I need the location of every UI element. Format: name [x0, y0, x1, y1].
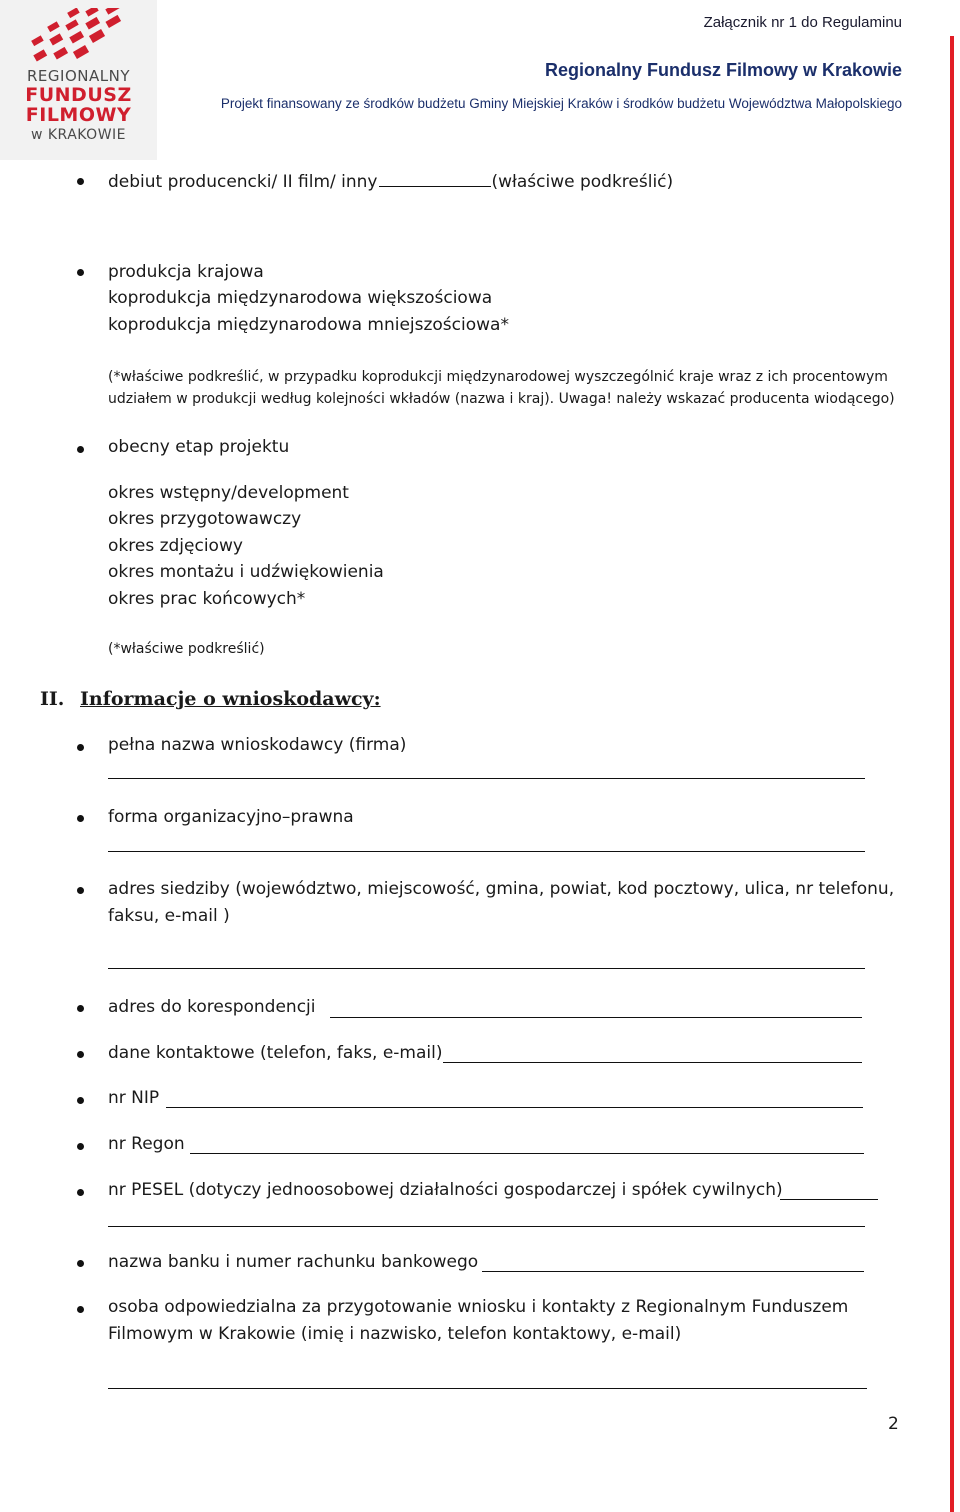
attachment-label: Załącznik nr 1 do Regulaminu: [703, 14, 902, 31]
production-option-3: koprodukcja międzynarodowa mniejszościowa*: [108, 315, 509, 335]
address-label-line2: faksu, e-mail ): [108, 906, 230, 926]
section-number: II.: [40, 688, 65, 710]
stage-label: obecny etap projektu: [108, 437, 290, 457]
section-heading: [40, 688, 381, 710]
bullet-pesel: [77, 1189, 84, 1196]
stage-note: (*właściwe podkreślić): [108, 641, 265, 657]
correspondence-label: adres do korespondencji: [108, 997, 316, 1017]
legal-form-label: forma organizacyjno–prawna: [108, 807, 354, 827]
production-option-2: koprodukcja międzynarodowa większościowa: [108, 288, 493, 308]
debut-blank-line: [379, 168, 491, 187]
debut-suffix: (właściwe podkreślić): [491, 172, 674, 192]
bullet-correspondence: [77, 1005, 84, 1012]
stage-option-4: okres montażu i udźwiękowienia: [108, 562, 384, 582]
address-field-line[interactable]: [108, 968, 865, 969]
responsible-label-line1: osoba odpowiedzialna za przygotowanie wniosku i kontakty z Regionalnym Funduszem: [108, 1297, 849, 1317]
production-note-line2: udziałem w produkcji według kolejności wkładów (nazwa i kraj). Uwaga! należy wskazać producenta wiodącego): [108, 391, 895, 407]
fund-logo: REGIONALNY FUNDUSZ FILMOWY w KRAKOWIE: [0, 0, 157, 160]
nip-label: nr NIP: [108, 1088, 160, 1108]
bullet-contact: [77, 1051, 84, 1058]
bullet-stage: [77, 446, 84, 453]
bullet-bank: [77, 1260, 84, 1267]
pesel-field-line-2[interactable]: [108, 1226, 865, 1227]
pesel-field-line-1[interactable]: [780, 1199, 878, 1200]
full-name-field-line[interactable]: [108, 778, 865, 779]
contact-field-line[interactable]: [443, 1062, 862, 1063]
pesel-label: nr PESEL (dotyczy jednoosobowej działalności gospodarczej i spółek cywilnych): [108, 1180, 783, 1200]
responsible-field-line[interactable]: [108, 1388, 867, 1389]
side-accent-bar: [950, 36, 954, 1512]
regon-label: nr Regon: [108, 1134, 185, 1154]
regon-field-line[interactable]: [190, 1153, 864, 1154]
production-note-line1: (*właściwe podkreślić, w przypadku koprodukcji międzynarodowej wyszczególnić kraje wraz z ich procentowym: [108, 369, 888, 385]
organization-name: Regionalny Fundusz Filmowy w Krakowie: [544, 60, 902, 80]
bullet-nip: [77, 1097, 84, 1104]
stage-option-1: okres wstępny/development: [108, 483, 349, 503]
bullet-regon: [77, 1143, 84, 1150]
bank-label: nazwa banku i numer rachunku bankowego: [108, 1252, 479, 1272]
stage-option-3: okres zdjęciowy: [108, 536, 243, 556]
bank-field-line[interactable]: [482, 1271, 864, 1272]
bullet-debut: [77, 178, 84, 185]
nip-field-line[interactable]: [166, 1107, 863, 1108]
legal-form-field-line[interactable]: [108, 851, 865, 852]
debut-label: debiut producencki/ II film/ inny: [108, 172, 378, 192]
funding-note: Projekt finansowany ze środków budżetu Gminy Miejskiej Kraków i środków budżetu Województwa Małopolskiego: [220, 96, 902, 111]
address-label-line1: adres siedziby (województwo, miejscowość, gmina, powiat, kod pocztowy, ulica, nr telefonu,: [108, 879, 895, 899]
page-number: 2: [888, 1414, 899, 1434]
logo-dots-graphic: [28, 8, 148, 70]
bullet-address: [77, 887, 84, 894]
bullet-legal-form: [77, 815, 84, 822]
full-name-label: pełna nazwa wnioskodawcy (firma): [108, 735, 407, 755]
bullet-full-name: [77, 744, 84, 751]
bullet-responsible: [77, 1306, 84, 1313]
debut-item: [108, 168, 673, 195]
correspondence-field-line[interactable]: [330, 1017, 862, 1018]
bullet-production-type: [77, 269, 84, 276]
contact-label: dane kontaktowe (telefon, faks, e-mail): [108, 1043, 443, 1063]
production-option-1: produkcja krajowa: [108, 262, 264, 282]
responsible-label-line2: Filmowym w Krakowie (imię i nazwisko, telefon kontaktowy, e-mail): [108, 1324, 682, 1344]
section-title: Informacje o wnioskodawcy:: [80, 688, 381, 710]
stage-option-5: okres prac końcowych*: [108, 589, 306, 609]
stage-option-2: okres przygotowawczy: [108, 509, 302, 529]
